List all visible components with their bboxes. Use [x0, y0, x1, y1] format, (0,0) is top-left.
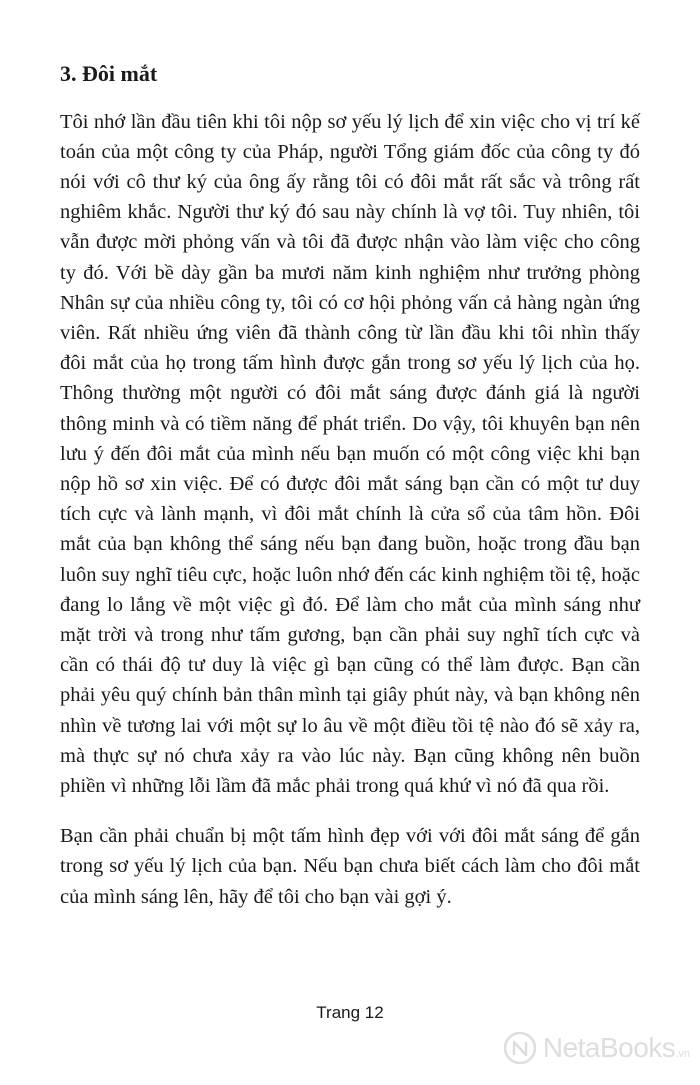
watermark [503, 1031, 690, 1065]
paragraph-2: Bạn cần phải chuẩn bị một tấm hình đẹp với với đôi mắt sáng để gắn trong sơ yếu lý lịch của bạn. Nếu bạn chưa biết cách làm cho đôi mắt của mình sáng lên, hãy để tôi cho bạn vài gợi ý. [60, 825, 640, 908]
paragraph-1: Tôi nhớ lần đầu tiên khi tôi nộp sơ yếu lý lịch để xin việc cho vị trí kế toán của một công ty của Pháp, người Tổng giám đốc của công ty đó nói với cô thư ký của ông ấy rằng tôi có đôi mắt rất sắc và trông rất nghiêm khắc. Người thư ký đó sau này chính là vợ tôi. Tuy nhiên, tôi vẫn được mời phỏng vấn và tôi đã được nhận vào làm việc cho công ty đó. Với bề dày gần ba mươi năm kinh nghiệm như trưởng phòng Nhân sự của nhiều công ty, tôi có cơ hội phỏng vấn cả hàng ngàn ứng viên. Rất nhiều ứng viên đã thành công từ lần đầu khi tôi nhìn thấy đôi mắt của họ trong tấm hình được gắn trong sơ yếu lý lịch của họ. Thông thường một người có đôi mắt sáng được đánh giá là người thông minh và có tiềm năng để phát triển. Do vậy, tôi khuyên bạn nên lưu ý đến đôi mắt của mình nếu bạn muốn có một công việc khi bạn nộp hồ sơ xin việc. Để có được đôi mắt sáng bạn cần có một tư duy tích cực và lành mạnh, vì đôi mắt chính là cửa sổ của tâm hồn. Đôi mắt của bạn không thể sáng nếu bạn đang buồn, hoặc trong đầu bạn luôn suy nghĩ tiêu cực, hoặc luôn nhớ đến các kinh nghiệm tồi tệ, hoặc đang lo lắng về một việc gì đó. Để làm cho mắt của mình sáng như mặt trời và trong như tấm gương, bạn cần phải suy nghĩ tích cực và cần có thái độ tư duy là việc gì bạn cũng có thể làm được. Bạn cần phải yêu quý chính bản thân mình tại giây phút này, và bạn không nên nhìn về tương lai với một sự lo âu về một điều tồi tệ nào đó sẽ xảy ra, mà thực sự nó chưa xảy ra vào lúc này. Bạn cũng không nên buồn phiền vì những lỗi lầm đã mắc phải trong quá khứ vì nó đã qua rồi. [60, 110, 640, 798]
page-content [60, 60, 640, 932]
page-number: Trang 12 [316, 1003, 384, 1022]
watermark-suffix: .vn [675, 1048, 690, 1060]
netabooks-logo-icon [503, 1031, 537, 1065]
watermark-brand: NetaBooks [542, 1032, 676, 1063]
section-title: 3. Đôi mắt [60, 61, 158, 86]
watermark-text [543, 1032, 690, 1064]
